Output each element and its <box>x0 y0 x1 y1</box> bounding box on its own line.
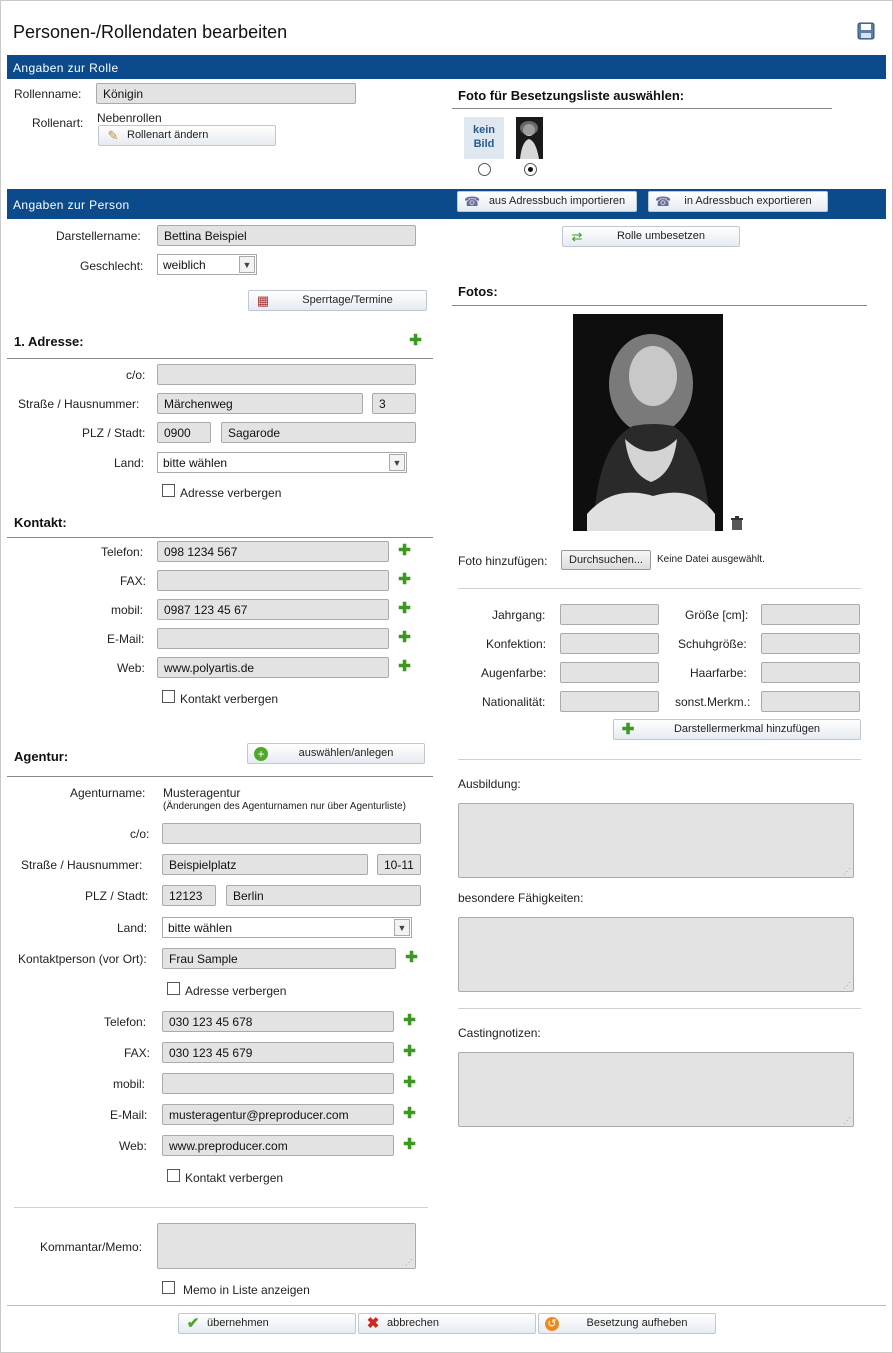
export-adressbuch-button[interactable]: ☎ in Adressbuch exportieren <box>648 191 828 212</box>
foto-select-title: Foto für Besetzungsliste auswählen: <box>458 88 685 103</box>
kontakt-verbergen-label: Kontakt verbergen <box>180 692 279 706</box>
agentur-strasse-label: Straße / Hausnummer: <box>21 858 143 872</box>
agentur-name-label: Agenturname: <box>70 786 146 800</box>
chevron-down-icon: ▼ <box>239 256 255 273</box>
agentur-name-hint: (Änderungen des Agenturnamen nur über Agenturliste) <box>163 801 406 812</box>
agentur-email-input[interactable]: musteragentur@preproducer.com <box>162 1104 394 1125</box>
cross-icon: ✖ <box>366 1315 380 1332</box>
add-telefon-plus-icon[interactable]: ✚ <box>398 542 411 559</box>
agentur-kontakt-verbergen-label: Kontakt verbergen <box>185 1171 284 1185</box>
agentur-telefon-input[interactable]: 030 123 45 678 <box>162 1011 394 1032</box>
sonst-merkmale-input[interactable] <box>761 691 860 712</box>
divider <box>452 108 832 109</box>
add-mobil-plus-icon[interactable]: ✚ <box>403 1074 416 1091</box>
adresse-strasse-input[interactable]: Märchenweg <box>157 393 363 414</box>
agentur-land-select[interactable]: bitte wählen ▼ <box>162 917 412 938</box>
agentur-land-label: Land: <box>117 921 148 935</box>
kontakt-telefon-label: Telefon: <box>101 545 144 559</box>
sperrtage-button[interactable]: ▦ Sperrtage/Termine <box>248 290 427 311</box>
augenfarbe-input[interactable] <box>560 662 659 683</box>
adresse-land-select[interactable]: bitte wählen ▼ <box>157 452 407 473</box>
ausbildung-textarea[interactable] <box>458 803 854 878</box>
photo-thumbnail[interactable] <box>516 117 543 159</box>
sonst-merkmale-label: sonst.Merkm.: <box>675 695 751 709</box>
rollenart-value: Nebenrollen <box>97 111 162 125</box>
adresse-title: 1. Adresse: <box>14 334 84 349</box>
agentur-telefon-label: Telefon: <box>104 1015 147 1029</box>
faehigkeiten-textarea[interactable] <box>458 917 854 992</box>
divider <box>7 1305 886 1306</box>
agentur-name-value: Musteragentur <box>163 786 241 800</box>
chevron-down-icon: ▼ <box>394 919 410 936</box>
adresse-co-label: c/o: <box>126 368 146 382</box>
addressbook-icon: ☎ <box>464 194 481 209</box>
divider <box>458 1008 861 1009</box>
add-telefon-plus-icon[interactable]: ✚ <box>403 1012 416 1029</box>
undo-icon: ↺ <box>545 1317 559 1331</box>
add-email-plus-icon[interactable]: ✚ <box>403 1105 416 1122</box>
agentur-email-label: E-Mail: <box>110 1108 148 1122</box>
page-title: Personen-/Rollendaten bearbeiten <box>13 22 288 42</box>
konfektion-input[interactable] <box>560 633 659 654</box>
jahrgang-input[interactable] <box>560 604 659 625</box>
resize-grip-icon: ⋰ <box>405 1258 413 1267</box>
agentur-strasse-input[interactable]: Beispielplatz <box>162 854 368 875</box>
jahrgang-label: Jahrgang: <box>492 608 546 622</box>
add-kontaktperson-plus-icon[interactable]: ✚ <box>405 949 418 966</box>
darsteller-input[interactable]: Bettina Beispiel <box>157 225 416 246</box>
memo-textarea[interactable] <box>157 1223 416 1269</box>
add-mobil-plus-icon[interactable]: ✚ <box>398 600 411 617</box>
rolle-umbesetzen-button[interactable]: ⇄ Rolle umbesetzen <box>562 226 740 247</box>
agentur-co-input[interactable] <box>162 823 421 844</box>
foto-hinzufuegen-label: Foto hinzufügen: <box>458 554 548 568</box>
agentur-auswaehlen-button[interactable]: + auswählen/anlegen <box>247 743 425 764</box>
add-circle-icon: + <box>254 747 268 761</box>
kontakt-mobil-label: mobil: <box>111 603 144 617</box>
adresse-stadt-input[interactable]: Sagarode <box>221 422 416 443</box>
darstellermerkmal-hinzufuegen-button[interactable]: ✚ Darstellermerkmal hinzufügen <box>613 719 861 740</box>
plus-icon: ✚ <box>621 721 635 738</box>
groesse-input[interactable] <box>761 604 860 625</box>
add-web-plus-icon[interactable]: ✚ <box>398 658 411 675</box>
agentur-adresse-verbergen-checkbox[interactable] <box>167 982 180 995</box>
rollenname-label: Rollenname: <box>14 87 82 101</box>
rollenart-label: Rollenart: <box>32 116 84 130</box>
agentur-nr-input[interactable]: 10-11 <box>377 854 421 875</box>
kontakt-web-label: Web: <box>117 661 145 675</box>
adresse-nr-input[interactable]: 3 <box>372 393 416 414</box>
photo-radio[interactable] <box>524 163 537 176</box>
kontakt-verbergen-checkbox[interactable] <box>162 690 175 703</box>
adresse-land-label: Land: <box>114 456 145 470</box>
augenfarbe-label: Augenfarbe: <box>481 666 547 680</box>
memo-anzeigen-label: Memo in Liste anzeigen <box>183 1283 310 1297</box>
rollenname-input[interactable]: Königin <box>96 83 356 104</box>
kein-bild-radio[interactable] <box>478 163 491 176</box>
haarfarbe-input[interactable] <box>761 662 860 683</box>
kontaktperson-input[interactable]: Frau Sample <box>162 948 396 969</box>
agentur-stadt-input[interactable]: Berlin <box>226 885 421 906</box>
adresse-verbergen-label: Adresse verbergen <box>180 486 282 500</box>
casting-label: Castingnotizen: <box>458 1026 541 1040</box>
agentur-fax-input[interactable]: 030 123 45 679 <box>162 1042 394 1063</box>
darsteller-label: Darstellername: <box>56 229 141 243</box>
resize-grip-icon: ⋰ <box>843 1116 851 1125</box>
abbrechen-button[interactable]: ✖ abbrechen <box>358 1313 536 1334</box>
agentur-plz-label: PLZ / Stadt: <box>85 889 149 903</box>
divider <box>458 588 861 589</box>
ausbildung-label: Ausbildung: <box>458 777 521 791</box>
nationalitaet-input[interactable] <box>560 691 659 712</box>
resize-grip-icon: ⋰ <box>843 867 851 876</box>
addressbook-icon: ☎ <box>655 194 672 209</box>
geschlecht-label: Geschlecht: <box>80 259 144 273</box>
nationalitaet-label: Nationalität: <box>482 695 546 709</box>
swap-icon: ⇄ <box>571 229 583 244</box>
besetzung-aufheben-button[interactable]: ↺ Besetzung aufheben <box>538 1313 716 1334</box>
kein-bild-thumbnail[interactable]: kein Bild <box>464 117 504 159</box>
kontakt-email-label: E-Mail: <box>107 632 145 646</box>
adresse-strasse-label: Straße / Hausnummer: <box>18 397 140 411</box>
kontakt-web-input[interactable]: www.polyartis.de <box>157 657 389 678</box>
uebernehmen-button[interactable]: ✔ übernehmen <box>178 1313 356 1334</box>
trash-icon[interactable] <box>730 516 744 531</box>
no-file-label: Keine Datei ausgewählt. <box>657 554 765 565</box>
schuhgroesse-label: Schuhgröße: <box>678 637 747 651</box>
kontakt-title: Kontakt: <box>14 515 67 530</box>
adresse-plz-label: PLZ / Stadt: <box>82 426 146 440</box>
casting-textarea[interactable] <box>458 1052 854 1127</box>
agentur-plz-input[interactable]: 12123 <box>162 885 216 906</box>
divider <box>14 1207 428 1208</box>
divider <box>7 358 433 359</box>
agentur-mobil-label: mobil: <box>113 1077 146 1091</box>
divider <box>458 759 861 760</box>
add-email-plus-icon[interactable]: ✚ <box>398 629 411 646</box>
agentur-mobil-input[interactable] <box>162 1073 394 1094</box>
rollenart-aendern-button[interactable]: ✎ Rollenart ändern <box>98 125 276 146</box>
memo-anzeigen-checkbox[interactable] <box>162 1281 175 1294</box>
divider <box>7 537 433 538</box>
konfektion-label: Konfektion: <box>486 637 547 651</box>
rolle-section-header: Angaben zur Rolle <box>7 55 886 79</box>
resize-grip-icon: ⋰ <box>843 981 851 990</box>
add-fax-plus-icon[interactable]: ✚ <box>398 571 411 588</box>
kontakt-fax-input[interactable] <box>157 570 389 591</box>
adresse-co-input[interactable] <box>157 364 416 385</box>
add-fax-plus-icon[interactable]: ✚ <box>403 1043 416 1060</box>
save-icon[interactable] <box>857 22 875 40</box>
agentur-kontakt-verbergen-checkbox[interactable] <box>167 1169 180 1182</box>
divider <box>7 776 433 777</box>
agentur-fax-label: FAX: <box>124 1046 151 1060</box>
haarfarbe-label: Haarfarbe: <box>690 666 747 680</box>
chevron-down-icon: ▼ <box>389 454 405 471</box>
kontakt-telefon-input[interactable]: 098 1234 567 <box>157 541 389 562</box>
kontakt-email-input[interactable] <box>157 628 389 649</box>
agentur-adresse-verbergen-label: Adresse verbergen <box>185 984 287 998</box>
import-adressbuch-button[interactable]: ☎ aus Adressbuch importieren <box>457 191 637 212</box>
kontaktperson-label: Kontaktperson (vor Ort): <box>18 952 147 966</box>
actor-photo <box>573 314 723 531</box>
browse-button[interactable]: Durchsuchen... <box>561 550 651 570</box>
adresse-verbergen-checkbox[interactable] <box>162 484 175 497</box>
geschlecht-select[interactable]: weiblich ▼ <box>157 254 257 275</box>
pencil-icon: ✎ <box>107 128 119 143</box>
divider <box>452 305 867 306</box>
schuhgroesse-input[interactable] <box>761 633 860 654</box>
add-adresse-plus-icon[interactable]: ✚ <box>409 332 422 349</box>
kontakt-mobil-input[interactable]: 0987 123 45 67 <box>157 599 389 620</box>
groesse-label: Größe [cm]: <box>685 608 749 622</box>
person-section-header: Angaben zur Person <box>7 189 886 219</box>
agentur-title: Agentur: <box>14 749 69 764</box>
kontakt-fax-label: FAX: <box>120 574 147 588</box>
agentur-web-input[interactable]: www.preproducer.com <box>162 1135 394 1156</box>
agentur-co-label: c/o: <box>130 827 150 841</box>
agentur-web-label: Web: <box>119 1139 147 1153</box>
adresse-plz-input[interactable]: 0900 <box>157 422 211 443</box>
fotos-title: Fotos: <box>458 284 498 299</box>
check-icon: ✔ <box>186 1315 200 1332</box>
calendar-icon: ▦ <box>256 293 270 308</box>
faehigkeiten-label: besondere Fähigkeiten: <box>458 891 584 905</box>
add-web-plus-icon[interactable]: ✚ <box>403 1136 416 1153</box>
memo-label: Kommantar/Memo: <box>40 1240 143 1254</box>
